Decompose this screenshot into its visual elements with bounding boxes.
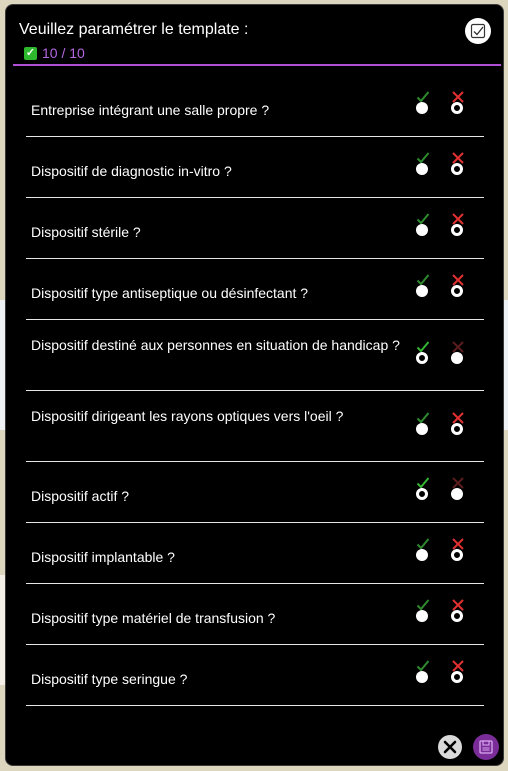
question-label: Dispositif dirigeant les rayons optiques vers l'oeil ? [31,408,344,424]
question-row [26,584,484,645]
radio-button[interactable] [416,285,428,297]
question-label: Dispositif type antiseptique ou désinfectant ? [31,285,309,301]
no-option[interactable] [449,273,467,307]
modal-title: Veuillez paramétrer le template : [19,21,249,38]
save-button[interactable] [473,734,499,760]
question-label: Dispositif destiné aux personnes en situation de handicap ? [31,337,400,353]
radio-button[interactable] [416,224,428,236]
question-row [26,391,484,462]
question-row [26,462,484,523]
yes-option[interactable] [414,476,432,510]
background-page [504,300,508,430]
radio-button[interactable] [451,163,463,175]
yes-option[interactable] [414,273,432,307]
radio-button[interactable] [416,549,428,561]
radio-button[interactable] [451,549,463,561]
yes-option[interactable] [414,151,432,185]
validate-button[interactable] [465,18,491,44]
question-label: Dispositif implantable ? [31,549,175,565]
question-label: Entreprise intégrant une salle propre ? [31,102,270,118]
radio-button[interactable] [416,352,428,364]
close-button[interactable] [438,735,462,759]
no-option[interactable] [449,340,467,374]
radio-button[interactable] [451,285,463,297]
radio-button[interactable] [451,610,463,622]
save-icon [478,739,494,755]
checkbox-icon [470,23,486,39]
no-option[interactable] [449,90,467,124]
yes-option[interactable] [414,340,432,374]
question-row [26,259,484,320]
radio-button[interactable] [416,488,428,500]
template-settings-modal [5,4,504,766]
yes-option[interactable] [414,90,432,124]
question-row [26,320,484,391]
radio-button[interactable] [451,671,463,683]
no-option[interactable] [449,411,467,445]
yes-option[interactable] [414,212,432,246]
yes-option[interactable] [414,411,432,445]
question-label: Dispositif type seringue ? [31,671,188,687]
no-option[interactable] [449,537,467,571]
no-option[interactable] [449,476,467,510]
modal-header [6,5,503,67]
radio-button[interactable] [416,163,428,175]
question-row [26,645,484,706]
yes-option[interactable] [414,659,432,693]
radio-button[interactable] [451,423,463,435]
header-divider [13,64,501,66]
radio-button[interactable] [451,352,463,364]
question-label: Dispositif type matériel de transfusion ? [31,610,276,626]
close-icon [443,740,457,754]
question-label: Dispositif de diagnostic in-vitro ? [31,163,232,179]
no-option[interactable] [449,598,467,632]
progress-indicator [24,45,85,61]
question-row [26,523,484,584]
yes-option[interactable] [414,598,432,632]
question-label: Dispositif actif ? [31,488,130,504]
radio-button[interactable] [416,423,428,435]
radio-button[interactable] [416,102,428,114]
no-option[interactable] [449,212,467,246]
question-label: Dispositif stérile ? [31,224,141,240]
question-row [26,137,484,198]
radio-button[interactable] [416,610,428,622]
progress-count: 10 / 10 [42,45,85,61]
radio-button[interactable] [451,102,463,114]
no-option[interactable] [449,659,467,693]
question-row [26,198,484,259]
no-option[interactable] [449,151,467,185]
radio-button[interactable] [451,224,463,236]
radio-button[interactable] [416,671,428,683]
yes-option[interactable] [414,537,432,571]
check-icon: ✓ [25,46,36,59]
question-row [26,76,484,137]
question-list [26,76,484,706]
radio-button[interactable] [451,488,463,500]
